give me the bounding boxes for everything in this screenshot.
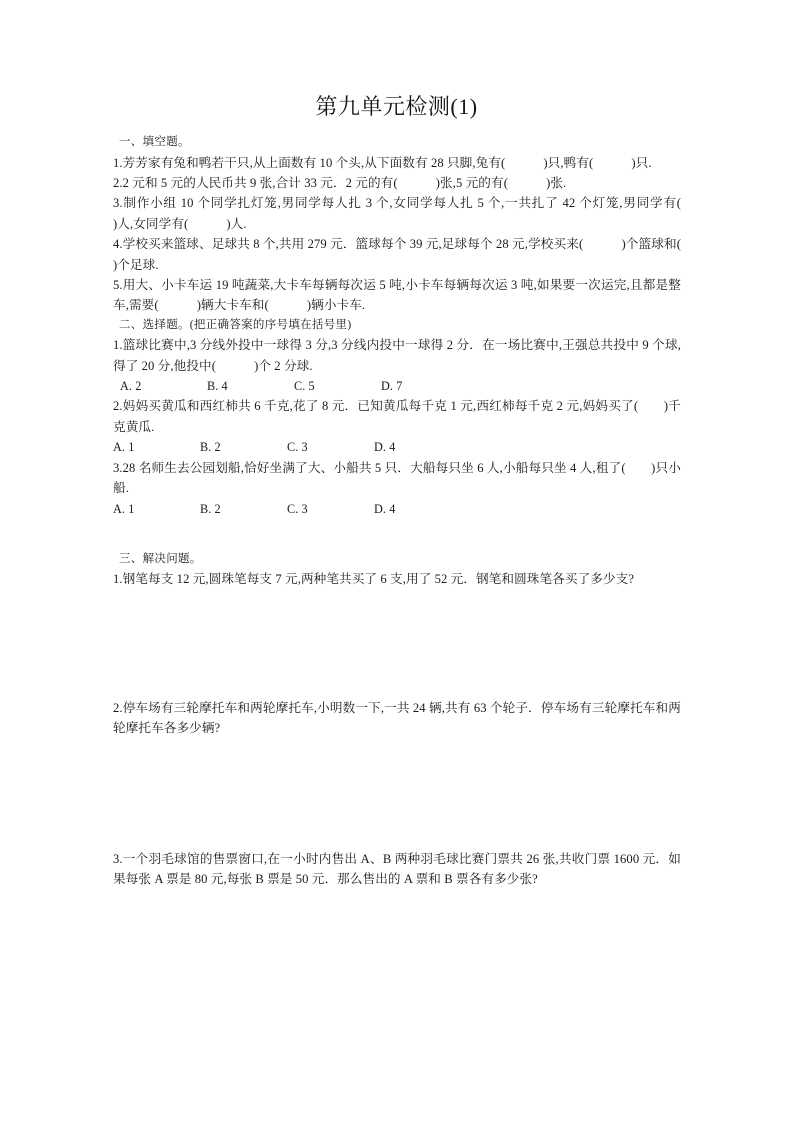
question-item: 1.钢笔每支 12 元,圆珠笔每支 7 元,两种笔共买了 6 支,用了 52 元．钢笔和圆珠笔各买了多少支? <box>113 572 635 587</box>
question-item: 2.妈妈买黄瓜和西红柿共 6 千克,花了 8 元．已知黄瓜每千克 1 元,西红柿每千克 2 元,妈妈买了( )千克黄瓜. <box>113 399 681 434</box>
section-heading-multiple-choice: 二、选择题。(把正确答案的序号填在括号里) <box>119 318 352 331</box>
question-item: 4.学校买来篮球、足球共 8 个,共用 279 元．篮球每个 39 元,足球每个 28 元,学校买来( )个篮球和( )个足球. <box>113 237 720 272</box>
section-heading-problem-solving: 三、解决问题。 <box>119 552 202 565</box>
option-row <box>113 499 683 519</box>
option-choice[interactable]: B. 4 <box>207 379 228 394</box>
option-row <box>113 437 683 457</box>
section-heading-fill-in-the-blank: 一、填空题。 <box>119 136 190 148</box>
answer-work-area[interactable] <box>113 590 683 698</box>
option-choice[interactable]: D. 4 <box>374 501 396 516</box>
option-choice[interactable]: C. 3 <box>287 501 308 516</box>
option-choice[interactable]: A. 1 <box>113 501 135 516</box>
option-choice[interactable]: D. 4 <box>374 440 396 455</box>
worksheet-content <box>113 133 720 889</box>
option-choice[interactable]: C. 3 <box>287 440 308 455</box>
question-item: 3.28 名师生去公园划船,恰好坐满了大、小船共 5 只．大船每只坐 6 人,小船每只坐 4 人,租了( )只小船. <box>113 460 681 496</box>
question-item: 3.制作小组 10 个同学扎灯笼,男同学每人扎 3 个,女同学每人扎 5 个,一共扎了 42 个灯笼,男同学有( )人,女同学有( )人. <box>113 196 720 231</box>
answer-work-area[interactable] <box>113 739 683 849</box>
question-item: 2.停车场有三轮摩托车和两轮摩托车,小明数一下,一共 24 辆,共有 63 个轮子．停车场有三轮摩托车和两轮摩托车各多少辆? <box>113 700 681 736</box>
section-multiple-choice <box>113 316 683 519</box>
option-choice[interactable]: A. 1 <box>113 440 135 455</box>
section-fill-in-the-blank <box>113 133 720 316</box>
option-choice[interactable]: B. 2 <box>200 440 221 455</box>
option-choice[interactable]: C. 5 <box>294 379 315 394</box>
option-choice[interactable]: B. 2 <box>200 501 221 516</box>
question-item: 1.芳芳家有兔和鸭若干只,从上面数有 10 个头,从下面数有 28 只脚,兔有( )只,鸭有( )只. <box>113 155 652 170</box>
section-spacer <box>113 519 683 550</box>
question-item: 1.篮球比赛中,3 分线外投中一球得 3 分,3 分线内投中一球得 2 分．在一场比赛中,王强总共投中 9 个球,得了 20 分,他投中( )个 2 分球. <box>113 338 681 373</box>
option-row <box>113 376 683 396</box>
page-title: 第九单元检测(1) <box>315 94 478 119</box>
question-item: 2.2 元和 5 元的人民币共 9 张,合计 33 元．2 元的有( )张,5 元的有( )张. <box>113 175 567 190</box>
option-choice[interactable]: D. 7 <box>381 379 403 394</box>
question-item: 3.一个羽毛球馆的售票窗口,在一小时内售出 A、B 两种羽毛球比赛门票共 26 张,共收门票 1600 元．如果每张 A 票是 80 元,每张 B 票是 50 元．那么售出的 A 票和 B 票各有多少张? <box>113 851 681 887</box>
question-item: 5.用大、小卡车运 19 吨蔬菜,大卡车每辆每次运 5 吨,小卡车每辆每次运 3 吨,如果要一次运完,且都是整车,需要( )辆大卡车和( )辆小卡车. <box>113 277 681 313</box>
option-choice[interactable]: A. 2 <box>120 379 142 394</box>
section-problem-solving <box>113 550 683 890</box>
